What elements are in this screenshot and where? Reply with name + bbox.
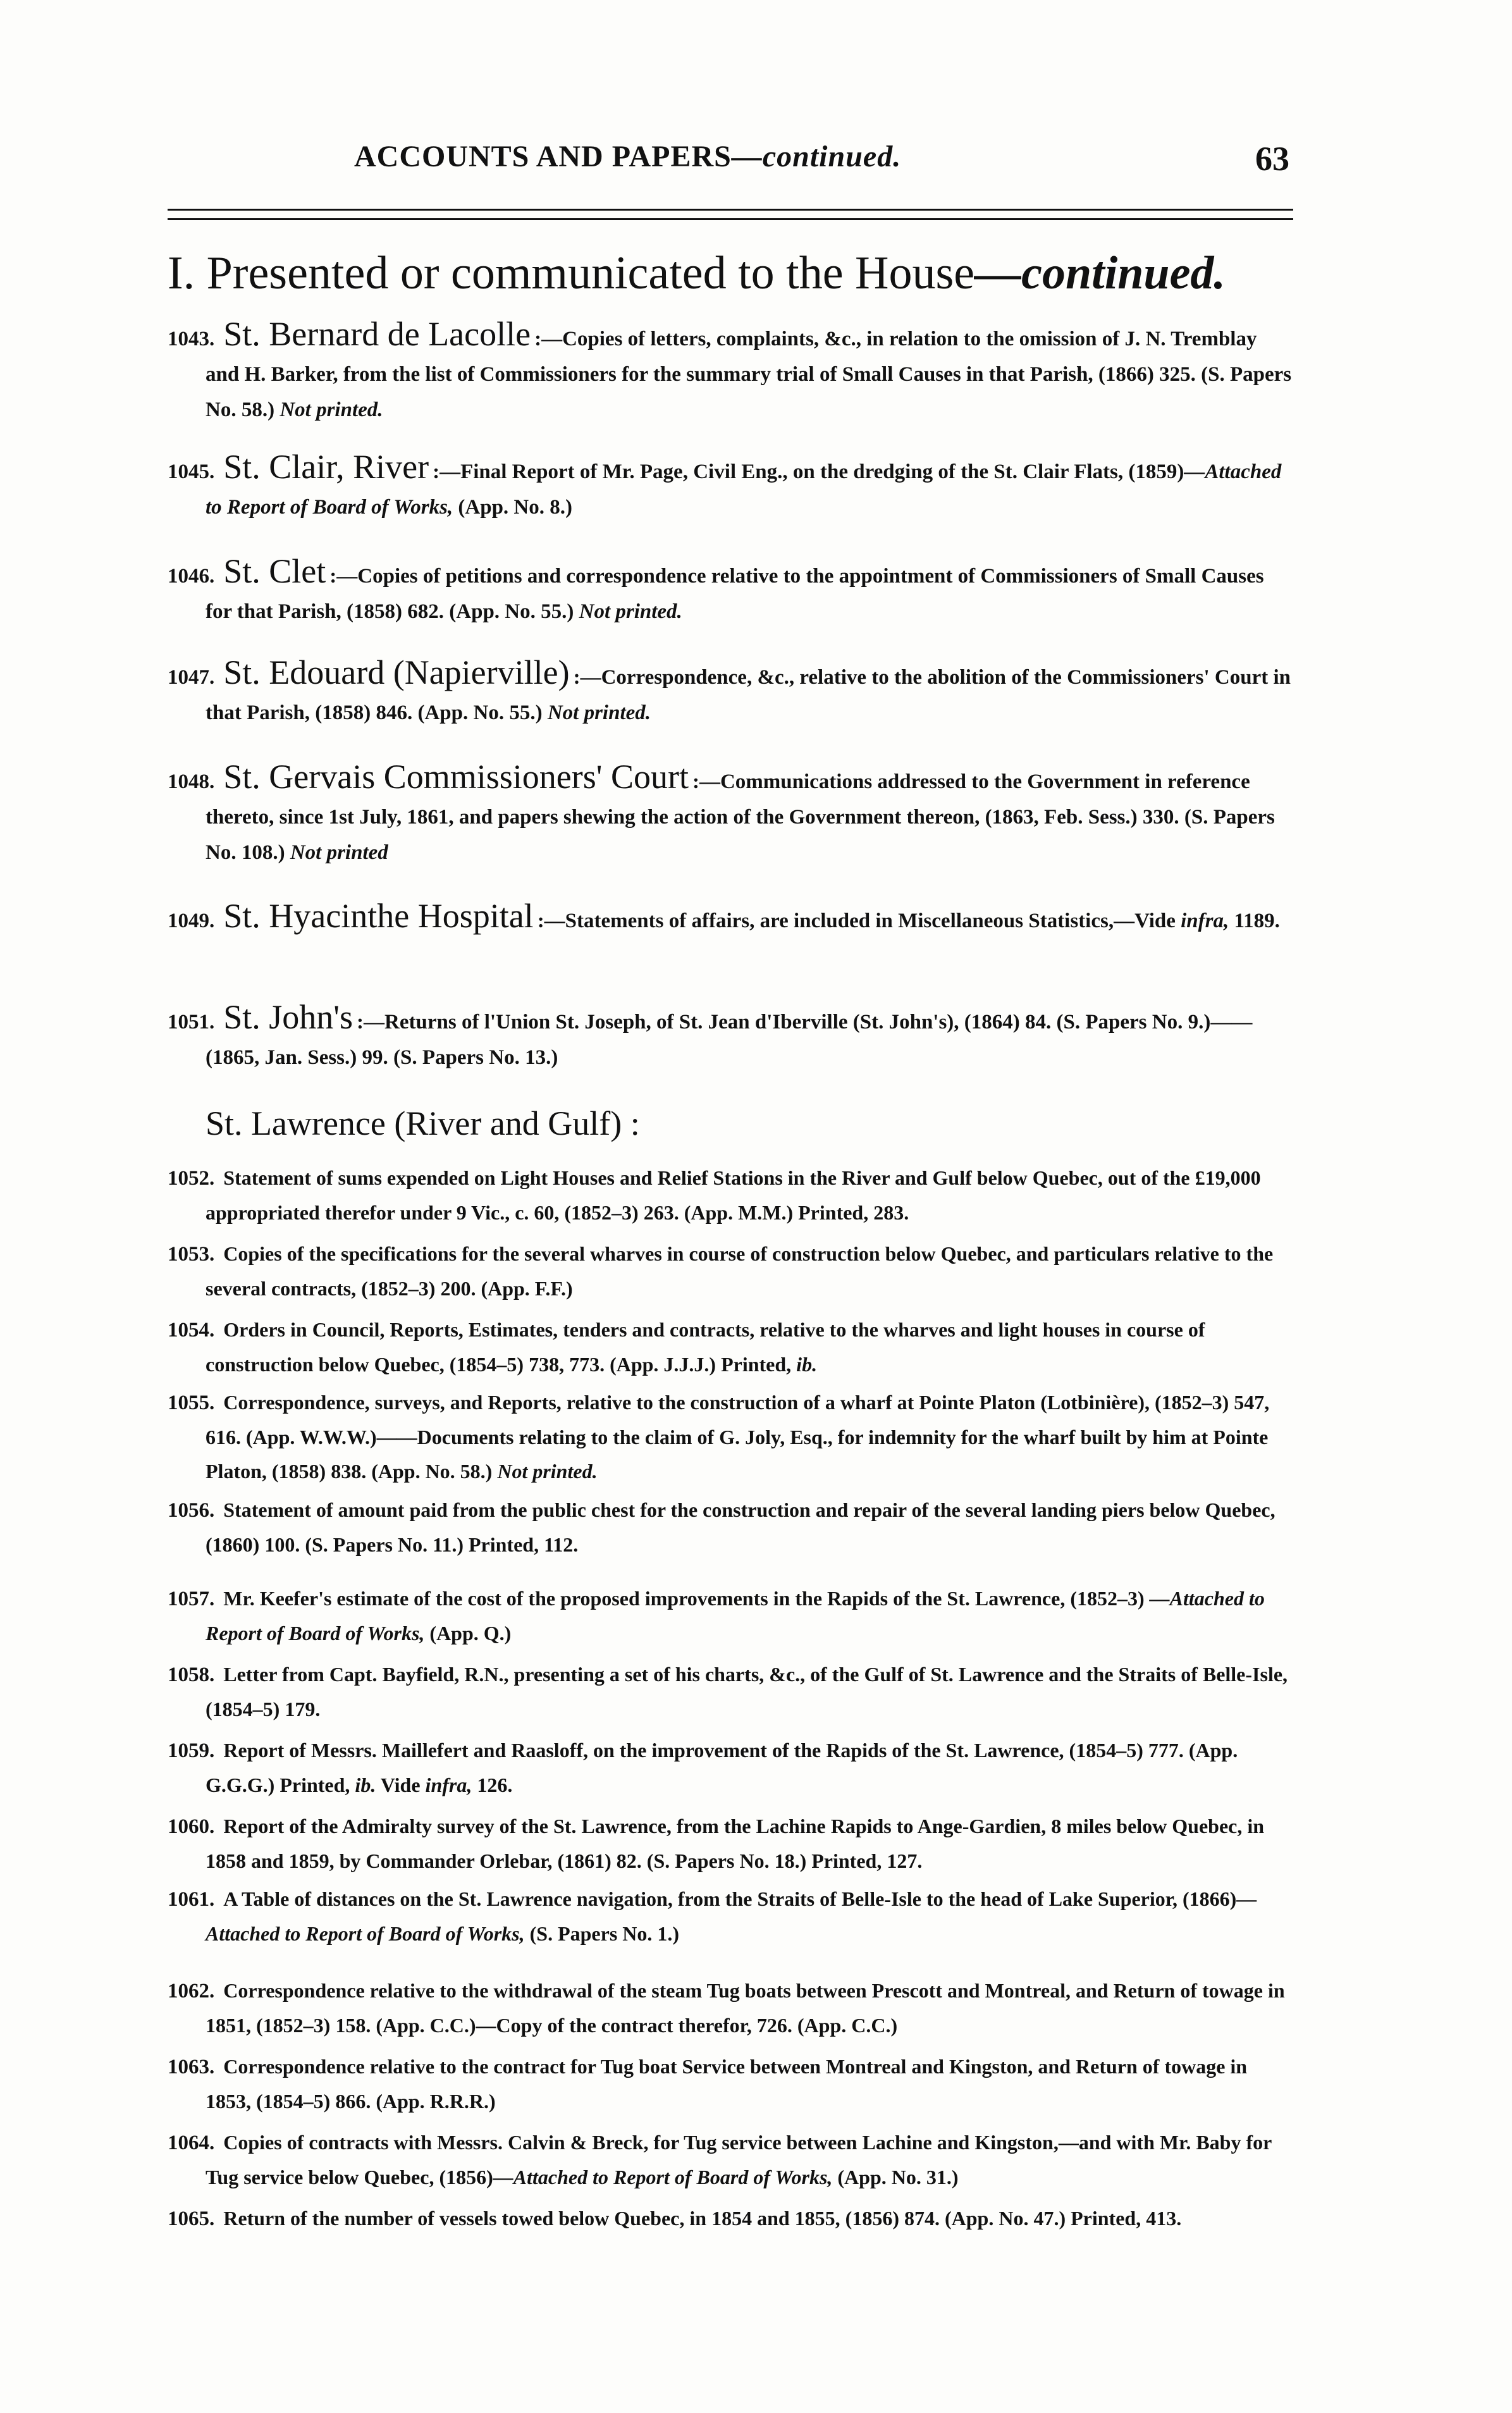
entry-number: 1060. bbox=[168, 1815, 215, 1838]
entry-1048: 1048. St. Gervais Commissioners' Court :—Communications addressed to the Government in reference thereto, since 1st July, 1861, and papers shewing the action of the Government thereon, (1863, Feb. Sess.) 330. (S. Papers No. 108.) Not printed bbox=[168, 758, 1275, 864]
entry-number: 1046. bbox=[168, 565, 215, 588]
entry-heading: St. Bernard de Lacolle bbox=[223, 315, 531, 353]
entry-1059: 1059. Report of Messrs. Maillefert and Raasloff, on the improvement of the Rapids of the St. Lawrence, (1854–5) 777. (App. G.G.G.) Printed, ib. Vide infra, 126. bbox=[168, 1739, 1238, 1796]
entry-number: 1052. bbox=[168, 1167, 215, 1190]
section-title: I. Presented or communicated to the House—continued. bbox=[168, 247, 1226, 299]
entry-1060: 1060. Report of the Admiralty survey of the St. Lawrence, from the Lachine Rapids to Ange-Gardien, 8 miles below Quebec, in 1858 and 1859, by Commander Orlebar, (1861) 82. (S. Papers No. 18.) Printed, 127. bbox=[168, 1815, 1265, 1872]
entry-number: 1047. bbox=[168, 666, 215, 689]
entry-number: 1062. bbox=[168, 1980, 215, 2003]
entry-1058: 1058. Letter from Capt. Bayfield, R.N., presenting a set of his charts, &c., of the Gulf of St. Lawrence and the Straits of Belle-Isle, (1854–5) 179. bbox=[168, 1663, 1288, 1720]
entry-number: 1061. bbox=[168, 1888, 215, 1911]
entry-number: 1055. bbox=[168, 1392, 215, 1414]
entry-1046: 1046. St. Clet :—Copies of petitions and correspondence relative to the appointment of Commissioners of Small Causes for that Parish, (1858) 682. (App. No. 55.) Not printed. bbox=[168, 552, 1264, 623]
entry-1043: 1043. St. Bernard de Lacolle :—Copies of letters, complaints, &c., in relation to the omission of J. N. Tremblay and H. Barker, from the list of Commissioners for the summary trial of Small Causes in that Parish, (1866) 325. (S. Papers No. 58.) Not printed. bbox=[168, 315, 1292, 421]
entry-number: 1056. bbox=[168, 1499, 215, 1522]
header-rule-bottom bbox=[168, 218, 1293, 220]
entry-number: 1059. bbox=[168, 1739, 215, 1762]
entry-1054: 1054. Orders in Council, Reports, Estimates, tenders and contracts, relative to the wharves and light houses in course of construction below Quebec, (1854–5) 738, 773. (App. J.J.J.) Printed, ib. bbox=[168, 1318, 1205, 1376]
entry-heading: St. Gervais Commissioners' Court bbox=[223, 758, 689, 796]
entry-1045: 1045. St. Clair, River :—Final Report of Mr. Page, Civil Eng., on the dredging of the St. Clair Flats, (1859)—Attached to Report of Board of Works, (App. No. 8.) bbox=[168, 448, 1282, 519]
entry-heading: St. Clair, River bbox=[223, 448, 429, 486]
entry-1052: 1052. Statement of sums expended on Light Houses and Relief Stations in the River and Gulf below Quebec, out of the £19,000 appropriated therefor under 9 Vic., c. 60, (1852–3) 263. (App. M.M.) Printed, 283. bbox=[168, 1166, 1261, 1224]
page-number: 63 bbox=[1255, 140, 1289, 178]
entry-number: 1045. bbox=[168, 460, 215, 483]
entry-heading: St. John's bbox=[223, 998, 353, 1036]
subsection-heading: St. Lawrence (River and Gulf) : bbox=[206, 1104, 640, 1142]
entry-1064: 1064. Copies of contracts with Messrs. Calvin & Breck, for Tug service between Lachine and Kingston,—and with Mr. Baby for Tug service below Quebec, (1856)—Attached to Report of Board of Works, (App. No. 31.) bbox=[168, 2131, 1272, 2188]
entry-number: 1058. bbox=[168, 1663, 215, 1686]
entry-heading: St. Edouard (Napierville) bbox=[223, 653, 570, 691]
entry-1053: 1053. Copies of the specifications for the several wharves in course of construction below Quebec, and particulars relative to the several contracts, (1852–3) 200. (App. F.F.) bbox=[168, 1242, 1274, 1300]
entry-1061: 1061. A Table of distances on the St. Lawrence navigation, from the Straits of Belle-Isle to the head of Lake Superior, (1866)—Attached to Report of Board of Works, (S. Papers No. 1.) bbox=[168, 1887, 1257, 1945]
entry-number: 1048. bbox=[168, 770, 215, 793]
entry-1047: 1047. St. Edouard (Napierville) :—Correspondence, &c., relative to the abolition of the Commissioners' Court in that Parish, (1858) 846. (App. No. 55.) Not printed. bbox=[168, 653, 1291, 724]
entry-number: 1064. bbox=[168, 2132, 215, 2154]
entry-number: 1065. bbox=[168, 2207, 215, 2230]
entry-number: 1053. bbox=[168, 1243, 215, 1266]
running-head bbox=[0, 139, 1512, 183]
entry-1055: 1055. Correspondence, surveys, and Reports, relative to the construction of a wharf at Pointe Platon (Lotbinière), (1852–3) 547, 616. (App. W.W.W.)——Documents relating to the claim of G. Joly, Esq., for indemnity for the wharf built by him at Pointe Platon, (1858) 838. (App. No. 58.) Not printed. bbox=[168, 1391, 1270, 1483]
entry-1057: 1057. Mr. Keefer's estimate of the cost of the proposed improvements in the Rapids of the St. Lawrence, (1852–3) —Attached to Report of Board of Works, (App. Q.) bbox=[168, 1587, 1265, 1645]
entry-1063: 1063. Correspondence relative to the contract for Tug boat Service between Montreal and Kingston, and Return of towage in 1853, (1854–5) 866. (App. R.R.R.) bbox=[168, 2055, 1248, 2113]
entry-heading: St. Hyacinthe Hospital bbox=[223, 897, 534, 935]
entry-number: 1049. bbox=[168, 910, 215, 932]
entry-1056: 1056. Statement of amount paid from the public chest for the construction and repair of the several landing piers below Quebec, (1860) 100. (S. Papers No. 11.) Printed, 112. bbox=[168, 1498, 1275, 1556]
entry-number: 1043. bbox=[168, 328, 215, 350]
entry-heading: St. Clet bbox=[223, 552, 326, 590]
entry-1062: 1062. Correspondence relative to the withdrawal of the steam Tug boats between Prescott and Montreal, and Return of towage in 1851, (1852–3) 158. (App. C.C.)—Copy of the contract therefor, 726. (App. C.C.) bbox=[168, 1979, 1285, 2037]
header-rule-top bbox=[168, 209, 1293, 211]
entry-1049: 1049. St. Hyacinthe Hospital :—Statements of affairs, are included in Miscellaneous Statistics,—Vide infra, 1189. bbox=[168, 897, 1280, 935]
running-head-title: ACCOUNTS AND PAPERS—continued. bbox=[354, 140, 902, 173]
entry-1051: 1051. St. John's :—Returns of l'Union St. Joseph, of St. Jean d'Iberville (St. John's), (1864) 84. (S. Papers No. 9.)——(1865, Jan. Sess.) 99. (S. Papers No. 13.) bbox=[168, 998, 1253, 1069]
entry-number: 1057. bbox=[168, 1588, 215, 1610]
entry-number: 1054. bbox=[168, 1319, 215, 1342]
entry-1065: 1065. Return of the number of vessels towed below Quebec, in 1854 and 1855, (1856) 874. (App. No. 47.) Printed, 413. bbox=[168, 2207, 1182, 2230]
entry-number: 1063. bbox=[168, 2056, 215, 2078]
entry-number: 1051. bbox=[168, 1011, 215, 1034]
